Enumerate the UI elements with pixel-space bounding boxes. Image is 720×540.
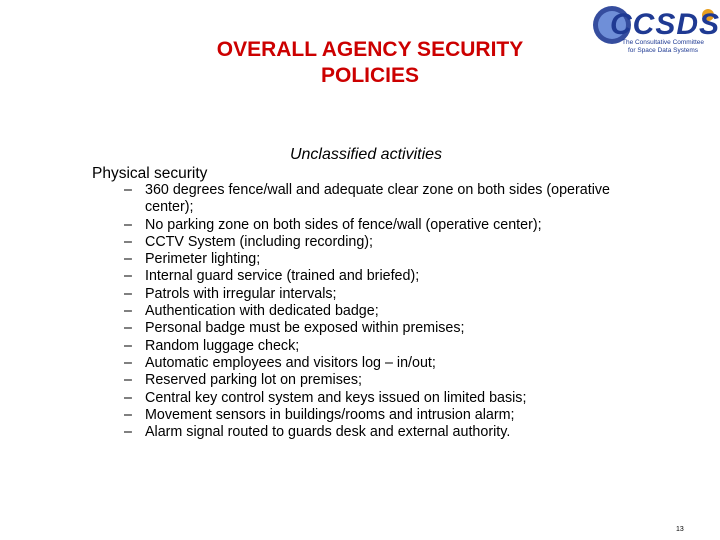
list-item (124, 355, 624, 372)
bullet-dash-icon: – (124, 303, 132, 320)
bullet-dash-icon: – (124, 354, 132, 371)
ccsds-logo-subtitle-line-2: for Space Data Systems (627, 46, 699, 54)
list-item (124, 390, 624, 407)
list-item-text: Random luggage check; (145, 337, 300, 354)
list-item-text: CCTV System (including recording); (145, 233, 374, 250)
list-item (124, 182, 624, 217)
section-heading: Physical security (92, 165, 208, 182)
slide-title (150, 37, 590, 89)
bullet-dash-icon: – (124, 268, 132, 285)
list-item-text: Automatic employees and visitors log – in/out; (145, 354, 436, 371)
list-item (124, 217, 624, 234)
slide-title-line-1: OVERALL AGENCY SECURITY (216, 38, 524, 61)
ccsds-logo-text: CCSDS (610, 8, 720, 41)
list-item-text: Central key control system and keys issued on limited basis; (145, 389, 527, 406)
bullet-dash-icon: – (124, 216, 132, 233)
bullet-dash-icon: – (124, 337, 132, 354)
list-item-text: Patrols with irregular intervals; (145, 285, 337, 302)
slide-title-line-2: POLICIES (320, 64, 420, 87)
list-item-text: No parking zone on both sides of fence/wall (operative center); (145, 216, 542, 233)
list-item (124, 407, 624, 424)
list-item-text: Movement sensors in buildings/rooms and intrusion alarm; (145, 406, 515, 423)
list-item (124, 286, 624, 303)
list-item-text: 360 degrees fence/wall and adequate clear zone on both sides (operative center); (145, 182, 610, 216)
list-item (124, 303, 624, 320)
list-item (124, 424, 624, 441)
bullet-dash-icon: – (124, 285, 132, 302)
list-item (124, 268, 624, 285)
bullet-dash-icon: – (124, 251, 132, 268)
bullet-dash-icon: – (124, 406, 132, 423)
bullet-dash-icon: – (124, 424, 132, 441)
bullet-dash-icon: – (124, 233, 132, 250)
bullet-dash-icon: – (124, 372, 132, 389)
list-item-text: Alarm signal routed to guards desk and external authority. (145, 424, 511, 441)
bullet-dash-icon: – (124, 389, 132, 406)
bullet-dash-icon: – (124, 320, 132, 337)
list-item-text: Authentication with dedicated badge; (145, 303, 379, 320)
list-item (124, 251, 624, 268)
list-item-text: Perimeter lighting; (145, 251, 261, 268)
list-item-text: Internal guard service (trained and briefed); (145, 268, 420, 285)
ccsds-logo-subtitle-line-1: The Consultative Committee (621, 39, 704, 46)
list-item-text: Reserved parking lot on premises; (145, 372, 362, 389)
list-item (124, 372, 624, 389)
slide-subtitle: Unclassified activities (289, 146, 443, 163)
page-number: 13 (676, 526, 684, 533)
bullet-dash-icon: – (124, 182, 132, 198)
list-item-text: Personal badge must be exposed within premises; (145, 320, 465, 337)
ccsds-logo-subtitle (608, 39, 718, 54)
bullet-list (124, 182, 624, 441)
list-item (124, 338, 624, 355)
list-item (124, 234, 624, 251)
list-item (124, 320, 624, 337)
